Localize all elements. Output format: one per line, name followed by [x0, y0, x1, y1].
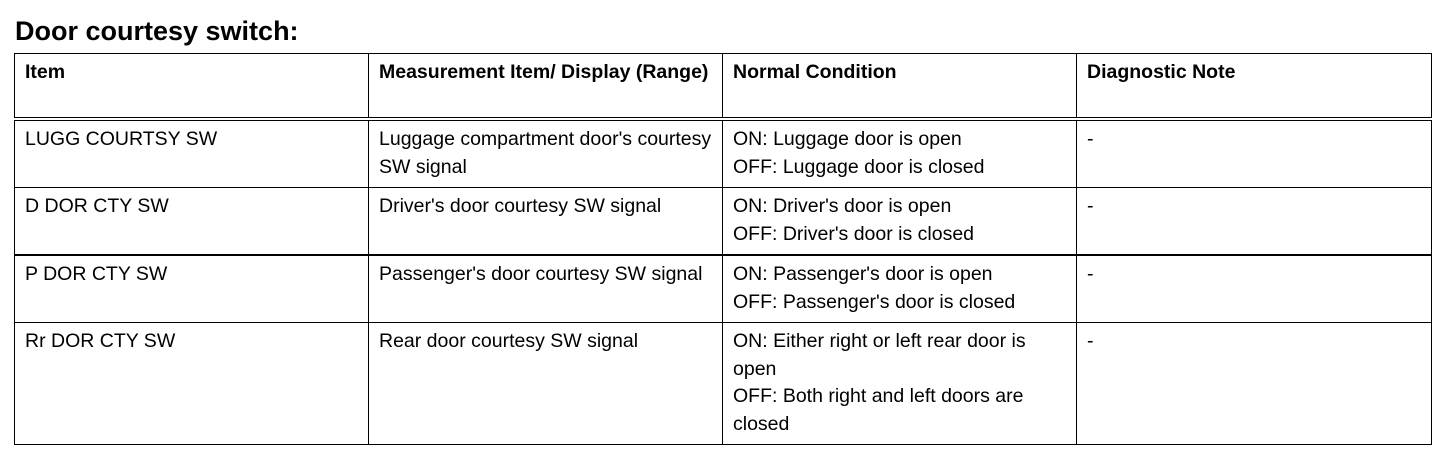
- cell-diagnostic-note: -: [1077, 119, 1432, 188]
- cell-item: LUGG COURTSY SW: [15, 119, 369, 188]
- table-row: [15, 255, 1432, 323]
- normal-off-text: OFF: Luggage door is closed: [733, 155, 985, 178]
- cell-measurement: Luggage compartment door's courtesy SW signal: [369, 119, 723, 188]
- normal-off-text: OFF: Passenger's door is closed: [733, 290, 1016, 313]
- cell-diagnostic-note: -: [1077, 323, 1432, 445]
- normal-on-text: ON: Driver's door is open: [733, 195, 952, 217]
- cell-measurement: Passenger's door courtesy SW signal: [369, 255, 723, 323]
- header-diagnostic-note: Diagnostic Note: [1077, 54, 1432, 120]
- table-row: [15, 119, 1432, 188]
- cell-diagnostic-note: -: [1077, 255, 1432, 323]
- normal-on-text: ON: Passenger's door is open: [733, 263, 993, 285]
- door-courtesy-switch-table: [14, 53, 1432, 445]
- header-measurement-item: Measurement Item/ Display (Range): [369, 54, 723, 120]
- table-header-row: [15, 54, 1432, 120]
- cell-normal-condition: [723, 119, 1077, 188]
- cell-item: Rr DOR CTY SW: [15, 323, 369, 445]
- cell-diagnostic-note: -: [1077, 188, 1432, 256]
- cell-measurement: Driver's door courtesy SW signal: [369, 188, 723, 256]
- cell-measurement: Rear door courtesy SW signal: [369, 323, 723, 445]
- header-normal-condition: Normal Condition: [723, 54, 1077, 120]
- table-row: [15, 188, 1432, 256]
- normal-off-text: OFF: Driver's door is closed: [733, 222, 975, 245]
- normal-on-text: ON: Either right or left rear door is open: [733, 330, 1026, 380]
- cell-normal-condition: [723, 323, 1077, 445]
- header-item: Item: [15, 54, 369, 120]
- table-row: [15, 323, 1432, 445]
- cell-normal-condition: [723, 188, 1077, 256]
- cell-normal-condition: [723, 255, 1077, 323]
- normal-on-text: ON: Luggage door is open: [733, 128, 962, 150]
- cell-item: P DOR CTY SW: [15, 255, 369, 323]
- cell-item: D DOR CTY SW: [15, 188, 369, 256]
- normal-off-text: OFF: Both right and left doors are closed: [733, 385, 1024, 435]
- page-title: Door courtesy switch:: [15, 16, 299, 46]
